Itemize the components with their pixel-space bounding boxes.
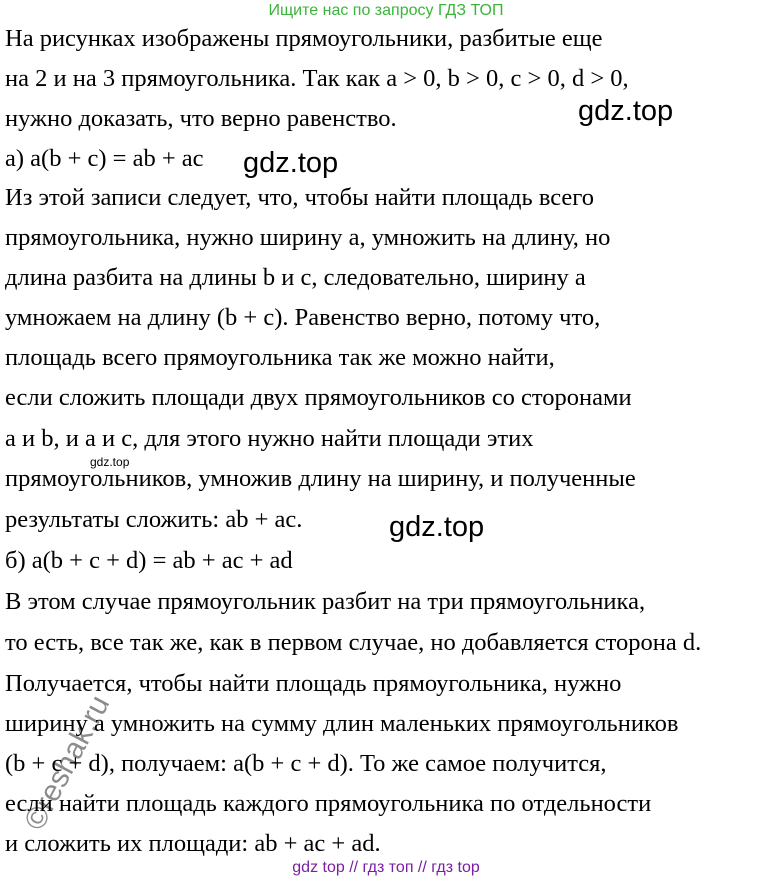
text-line-2: на 2 и на 3 прямоугольника. Так как a > 0, b > 0, c > 0, d > 0, bbox=[5, 65, 629, 92]
top-banner: Ищите нас по запросу ГДЗ ТОП bbox=[268, 2, 504, 19]
text-line-20: если найти площадь каждого прямоугольника по отдельности bbox=[5, 790, 652, 817]
watermark-gdz-top: gdz.top bbox=[578, 95, 674, 127]
text-line-13: результаты сложить: ab + ac. bbox=[5, 506, 303, 533]
text-line-19: (b + c + d), получаем: a(b + c + d). То же самое получится, bbox=[5, 750, 607, 777]
text-line-1: На рисунках изображены прямоугольники, разбитые еще bbox=[5, 25, 603, 52]
watermark-reshak: ©reshak.ru bbox=[18, 690, 117, 836]
text-line-3: нужно доказать, что верно равенство. bbox=[5, 105, 397, 132]
text-line-4: а) a(b + c) = ab + ac bbox=[5, 145, 204, 172]
text-line-17: Получается, чтобы найти площадь прямоугольника, нужно bbox=[5, 670, 622, 697]
text-line-5: Из этой записи следует, что, чтобы найти площадь всего bbox=[5, 184, 594, 211]
text-line-9: площадь всего прямоугольника так же можно найти, bbox=[5, 344, 555, 371]
text-line-6: прямоугольника, нужно ширину a, умножить на длину, но bbox=[5, 224, 611, 251]
text-line-21: и сложить их площади: ab + ac + ad. bbox=[5, 830, 381, 857]
watermark-gdz-top: gdz.top bbox=[389, 511, 485, 543]
watermark-gdz-top: gdz.top bbox=[243, 147, 339, 179]
text-line-12: прямоугольников, умножив длину на ширину, и полученные bbox=[5, 465, 636, 492]
footer-watermark: gdz top // гдз топ // гдз top bbox=[292, 859, 480, 876]
text-line-18: ширину a умножить на сумму длин маленьких прямоугольников bbox=[5, 710, 679, 737]
text-line-8: умножаем на длину (b + c). Равенство верно, потому что, bbox=[5, 304, 601, 331]
text-line-11: a и b, и a и c, для этого нужно найти площади этих bbox=[5, 425, 534, 452]
text-line-16: то есть, все так же, как в первом случае, но добавляется сторона d. bbox=[5, 629, 702, 656]
watermark-gdz-top-small: gdz.top bbox=[90, 455, 130, 469]
text-line-10: если сложить площади двух прямоугольников со сторонами bbox=[5, 384, 632, 411]
text-line-7: длина разбита на длины b и c, следовательно, ширину a bbox=[5, 264, 586, 291]
text-line-15: В этом случае прямоугольник разбит на три прямоугольника, bbox=[5, 588, 646, 615]
text-line-14: б) a(b + c + d) = ab + ac + ad bbox=[5, 547, 293, 574]
